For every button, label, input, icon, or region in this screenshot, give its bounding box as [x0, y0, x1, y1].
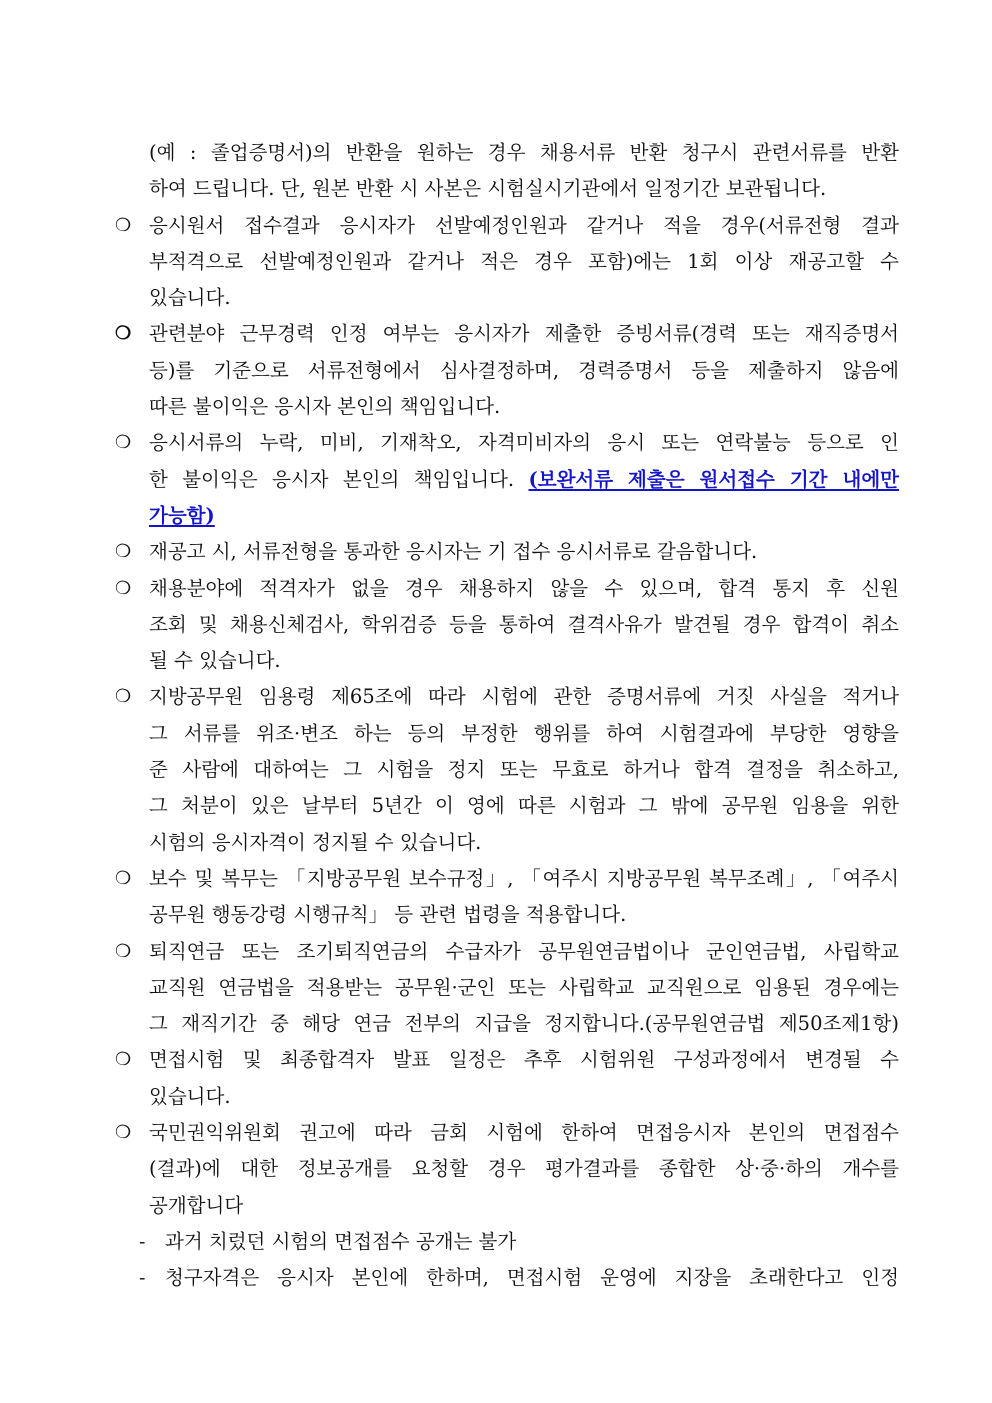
- item-omission-line-2: [115, 462, 899, 498]
- dash-bullet-icon: -: [139, 1267, 146, 1290]
- circle-bullet-icon: ❍: [115, 1122, 132, 1144]
- item-pension-line-2: 교직원 연금법을 적용받는 공무원·군인 또는 사립학교 교직원으로 임용된 경우에는: [149, 975, 899, 999]
- item-reannouncement-line-1: [115, 208, 899, 244]
- circle-bullet-icon: ❍: [115, 577, 132, 599]
- item-text: 응시원서 접수결과 응시자가 선발예정인원과 같거나 적을 경우(서류전형 결과: [149, 213, 899, 237]
- item-career-line-2: 등)를 기준으로 서류전형에서 심사결정하며, 경력증명서 등을 제출하지 않음에: [149, 358, 899, 382]
- dash-bullet-icon: -: [139, 1230, 146, 1253]
- circle-bullet-icon: ❍: [115, 541, 132, 563]
- item-text: 한 불이익은 응시자 본인의 책임입니다.: [149, 467, 529, 491]
- item-omission-line-1: [115, 425, 899, 461]
- circle-bullet-icon: ❍: [115, 686, 132, 708]
- sub-item-text: 청구자격은 응시자 본인에 한하며, 면접시험 운영에 지장을 초래한다고 인정: [165, 1266, 899, 1290]
- item-text: 지방공무원 임용령 제65조에 따라 시험에 관한 증명서류에 거짓 사실을 적거나: [149, 685, 899, 709]
- item-career-line-3: 따른 불이익은 응시자 본인의 책임입니다.: [149, 395, 501, 419]
- supplement-deadline-note: (보완서류 제출은 원서접수 기간 내에만: [528, 467, 899, 491]
- item-reannouncement-line-3: 있습니다.: [149, 286, 231, 310]
- circle-bullet-icon: ❍: [115, 323, 132, 345]
- item-disclosure-line-3: 공개합니다: [149, 1193, 244, 1217]
- item-text: 관련분야 근무경력 인정 여부는 응시자가 제출한 증빙서류(경력 또는 재직증명서: [149, 322, 899, 346]
- sub-item-past-scores: [115, 1224, 899, 1260]
- item-fraud-line-3: 준 사람에 대하여는 그 시험을 정지 또는 무효로 하거나 합격 결정을 취소하고,: [149, 758, 899, 782]
- continuation-line-1: (예 : 졸업증명서)의 반환을 원하는 경우 채용서류 반환 청구시 관련서류를 반환: [149, 141, 899, 164]
- circle-bullet-icon: ❍: [115, 432, 132, 454]
- item-fraud-line-1: [115, 679, 899, 715]
- item-text: 면접시험 및 최종합격자 발표 일정은 추후 시험위원 구성과정에서 변경될 수: [149, 1048, 899, 1072]
- item-text: 퇴직연금 또는 조기퇴직연금의 수급자가 공무원연금법이나 군인연금법, 사립학교: [149, 939, 899, 963]
- item-schedule-line-2: 있습니다.: [149, 1084, 231, 1108]
- item-disclosure-line-1: [115, 1115, 899, 1151]
- item-text: 채용분야에 적격자가 없을 경우 채용하지 않을 수 있으며, 합격 통지 후 신원: [149, 576, 899, 600]
- item-omission-line-3: [115, 498, 899, 534]
- item-text: 국민권익위원회 권고에 따라 금회 시험에 한하여 면접응시자 본인의 면접점수: [149, 1121, 899, 1145]
- item-text: 보수 및 복무는 「지방공무원 보수규정」, 「여주시 지방공무원 복무조례」, 「여주시: [149, 866, 899, 890]
- item-text: 재공고 시, 서류전형을 통과한 응시자는 기 접수 응시서류로 갈음합니다.: [149, 540, 758, 564]
- item-disclosure-line-2: (결과)에 대한 정보공개를 요청할 경우 평가결과를 종합한 상·중·하의 개수를: [149, 1157, 899, 1181]
- item-no-qualified-line-1: [115, 571, 899, 607]
- item-fraud-line-2: 그 서류를 위조·변조 하는 등의 부정한 행위를 하여 시험결과에 부당한 영향을: [149, 721, 899, 745]
- item-fraud-line-4: 그 처분이 있은 날부터 5년간 이 영에 따른 시험과 그 밖에 공무원 임용을 위한: [149, 794, 899, 818]
- circle-bullet-icon: ❍: [115, 867, 132, 889]
- supplement-deadline-note-cont: 가능함): [149, 503, 215, 527]
- item-schedule-line-1: [115, 1042, 899, 1078]
- continuation-line-2: 하여 드립니다. 단, 원본 반환 시 사본은 시험실시기관에서 일정기간 보관됩니다.: [149, 177, 827, 201]
- circle-bullet-icon: ❍: [115, 1049, 132, 1071]
- circle-bullet-icon: ❍: [115, 214, 132, 236]
- item-text: 응시서류의 누락, 미비, 기재착오, 자격미비자의 응시 또는 연락불능 등으로 인: [149, 431, 899, 455]
- item-fraud-line-5: 시험의 응시자격이 정지될 수 있습니다.: [149, 830, 482, 854]
- circle-bullet-icon: ❍: [115, 940, 132, 962]
- item-career-line-1: [115, 316, 899, 352]
- notice-body: [115, 135, 899, 1297]
- item-reannounce-docs-line-1: [115, 534, 899, 570]
- sub-item-text: 과거 치렀던 시험의 면접점수 공개는 불가: [165, 1229, 517, 1253]
- sub-item-eligibility: [115, 1260, 899, 1296]
- item-no-qualified-line-2: 조회 및 채용신체검사, 학위검증 등을 통하여 결격사유가 발견될 경우 합격이 취소: [149, 612, 899, 636]
- item-pay-line-2: 공무원 행동강령 시행규칙」 등 관련 법령을 적용합니다.: [149, 903, 627, 927]
- item-pay-line-1: [115, 861, 899, 897]
- item-reannouncement-line-2: 부적격으로 선발예정인원과 같거나 적은 경우 포함)에는 1회 이상 재공고할 수: [149, 249, 899, 273]
- item-pension-line-1: [115, 934, 899, 970]
- item-pension-line-3: 그 재직기간 중 해당 연금 전부의 지급을 정지합니다.(공무원연금법 제50조제1항): [149, 1012, 899, 1036]
- item-no-qualified-line-3: 될 수 있습니다.: [149, 649, 281, 673]
